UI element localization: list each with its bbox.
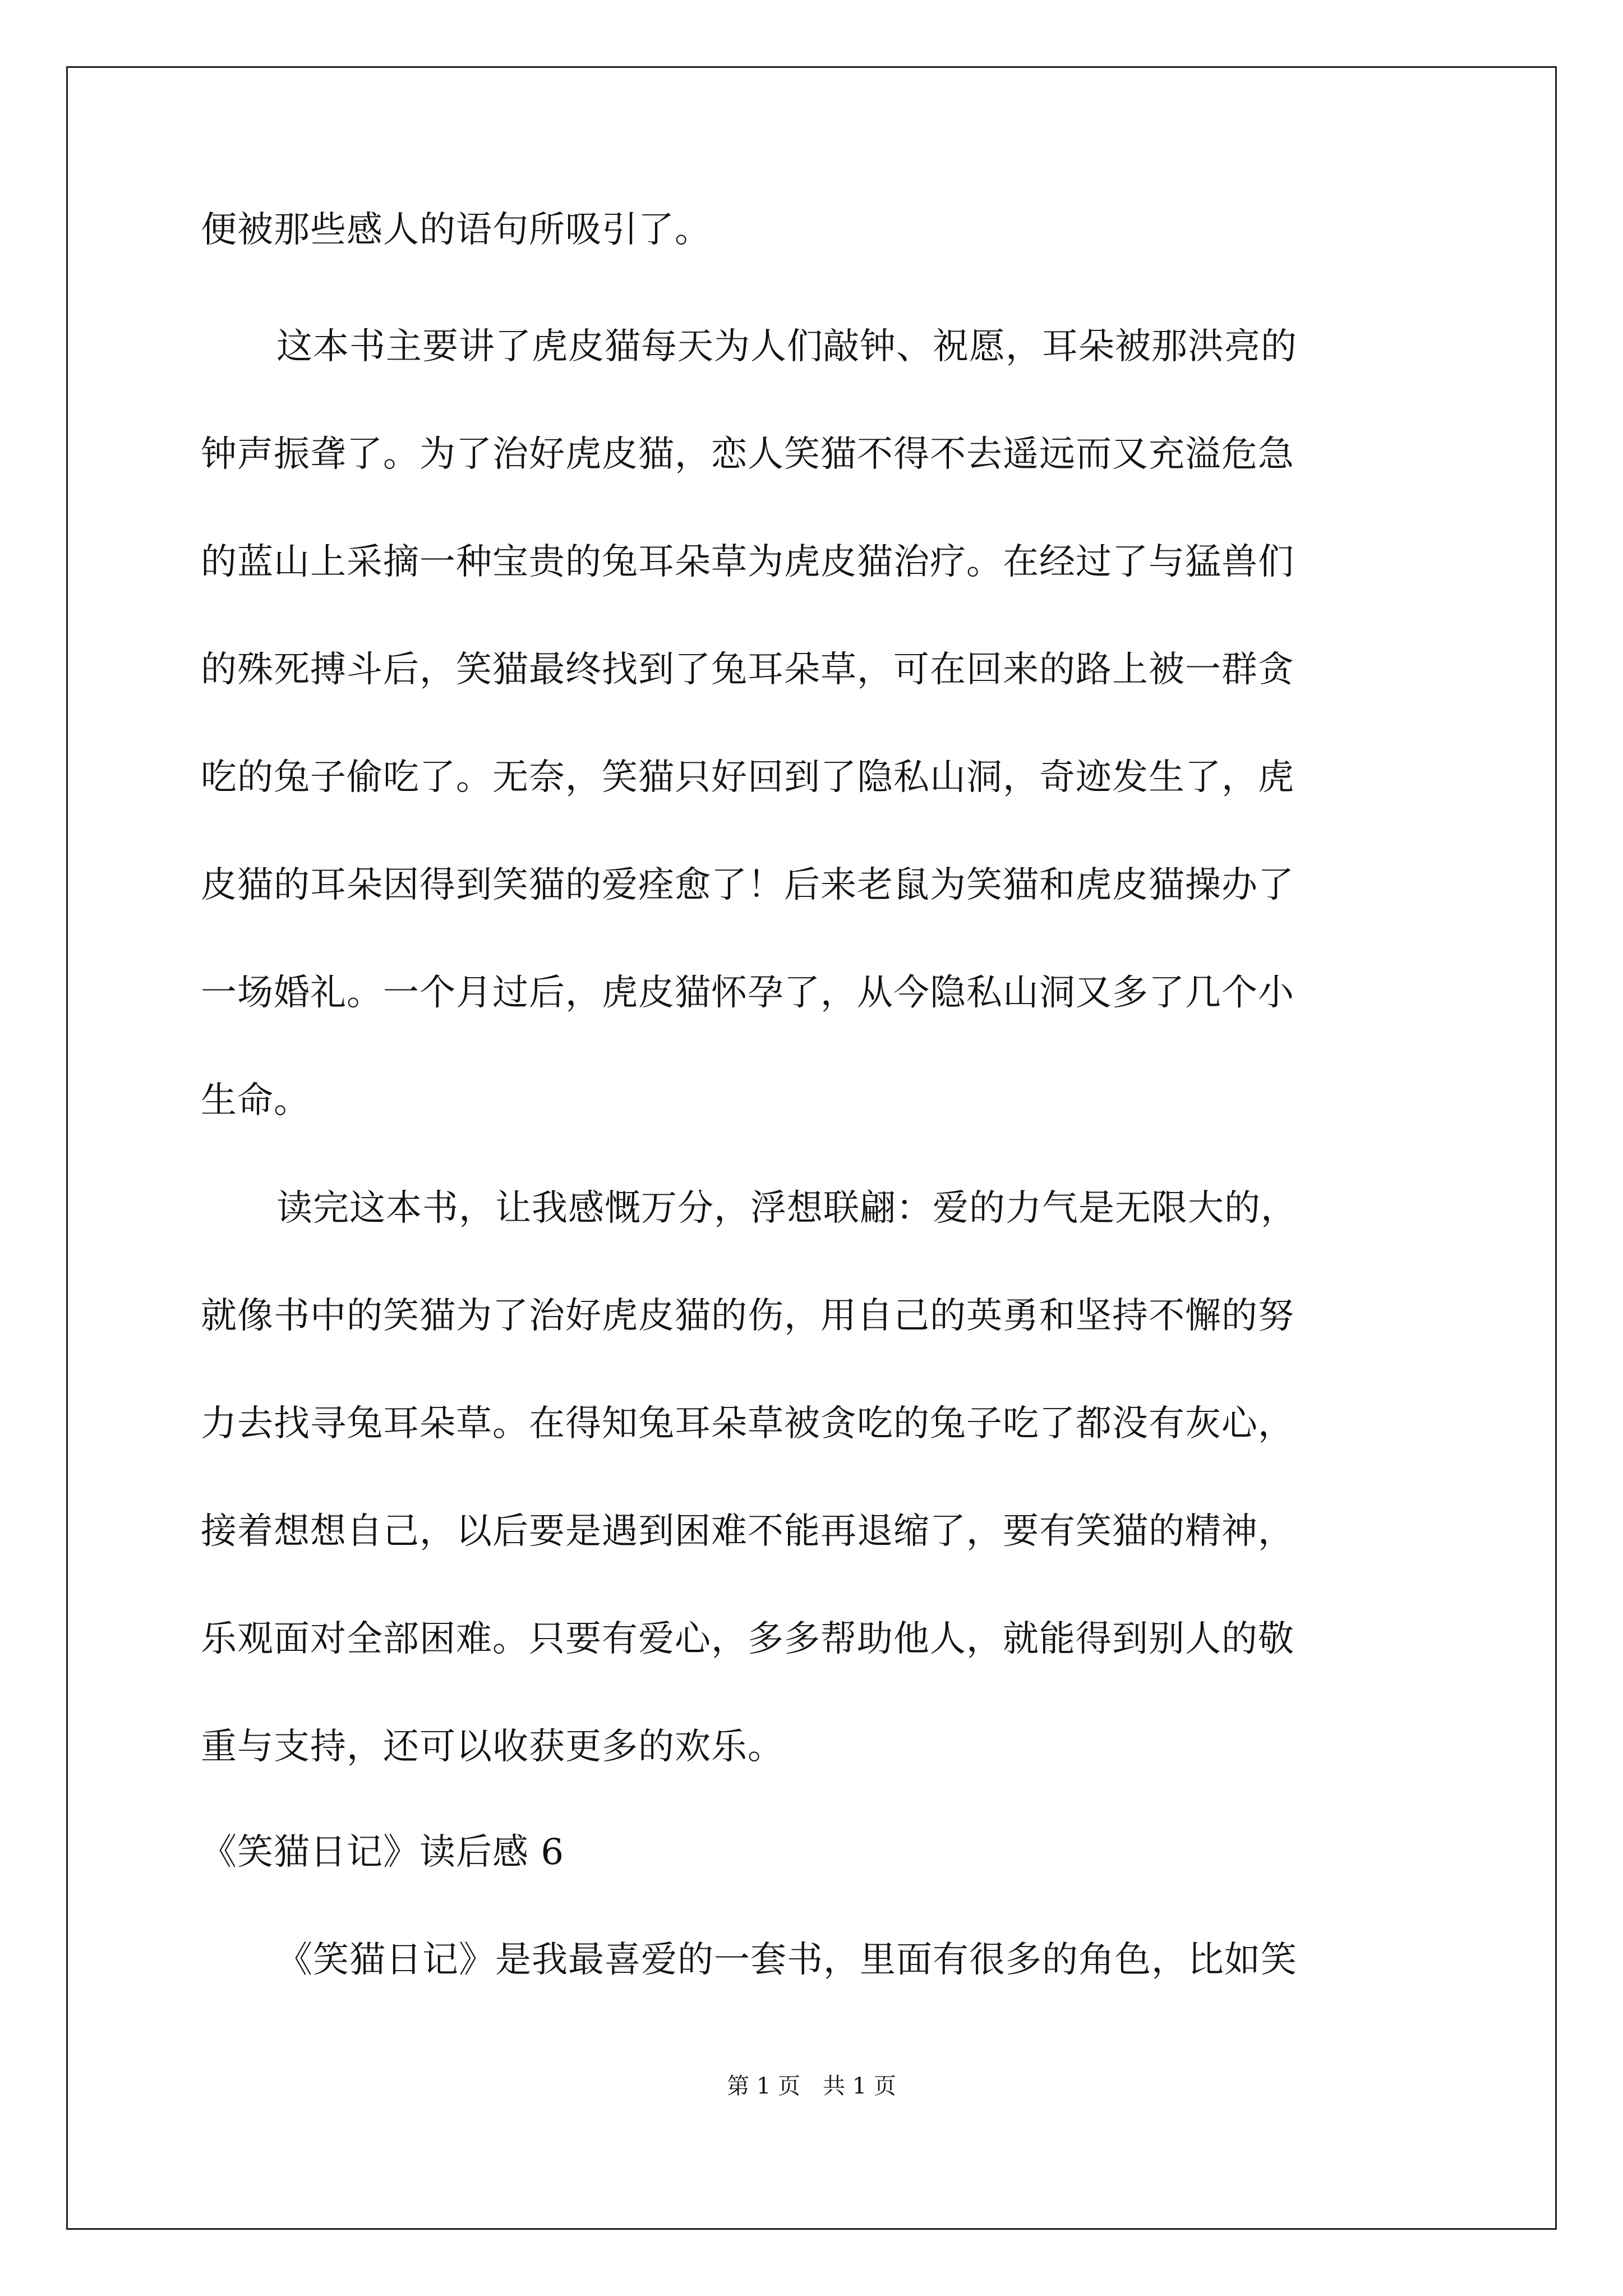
text-line: 就像书中的笑猫为了治好虎皮猫的伤，用自己的英勇和坚持不懈的努 <box>201 1295 1294 1337</box>
paragraph-line: 读完这本书，让我感慨万分，浮想联翩：爱的力气是无限大的， <box>276 1188 1297 1229</box>
text-line: 生命。 <box>201 1080 310 1121</box>
section-heading: 《笑猫日记》读后感 6 <box>201 1832 565 1873</box>
text-line: 便被那些感人的语句所吸引了。 <box>201 209 711 251</box>
page-footer: 第 1 页 共 1 页 <box>727 2073 896 2099</box>
text-line: 乐观面对全部困难。只要有爱心，多多帮助他人，就能得到别人的敬 <box>201 1618 1294 1660</box>
text-line: 重与支持，还可以收获更多的欢乐。 <box>201 1726 784 1768</box>
text-line: 的蓝山上采摘一种宝贵的兔耳朵草为虎皮猫治疗。在经过了与猛兽们 <box>201 541 1294 583</box>
paragraph-line: 这本书主要讲了虎皮猫每天为人们敲钟、祝愿，耳朵被那洪亮的 <box>276 326 1297 367</box>
text-line: 吃的兔子偷吃了。无奈，笑猫只好回到了隐私山洞，奇迹发生了，虎 <box>201 757 1294 798</box>
page-border <box>66 66 1557 2230</box>
text-line: 皮猫的耳朵因得到笑猫的爱痊愈了！后来老鼠为笑猫和虎皮猫操办了 <box>201 864 1294 906</box>
text-line: 的殊死搏斗后，笑猫最终找到了兔耳朵草，可在回来的路上被一群贪 <box>201 649 1294 691</box>
paragraph-line: 《笑猫日记》是我最喜爱的一套书，里面有很多的角色，比如笑 <box>276 1939 1297 1981</box>
text-line: 一场婚礼。一个月过后，虎皮猫怀孕了，从今隐私山洞又多了几个小 <box>201 972 1294 1014</box>
text-line: 钟声振聋了。为了治好虎皮猫，恋人笑猫不得不去遥远而又充溢危急 <box>201 434 1294 475</box>
text-line: 接着想想自己，以后要是遇到困难不能再退缩了，要有笑猫的精神， <box>201 1511 1294 1552</box>
text-line: 力去找寻兔耳朵草。在得知兔耳朵草被贪吃的兔子吃了都没有灰心， <box>201 1403 1294 1444</box>
